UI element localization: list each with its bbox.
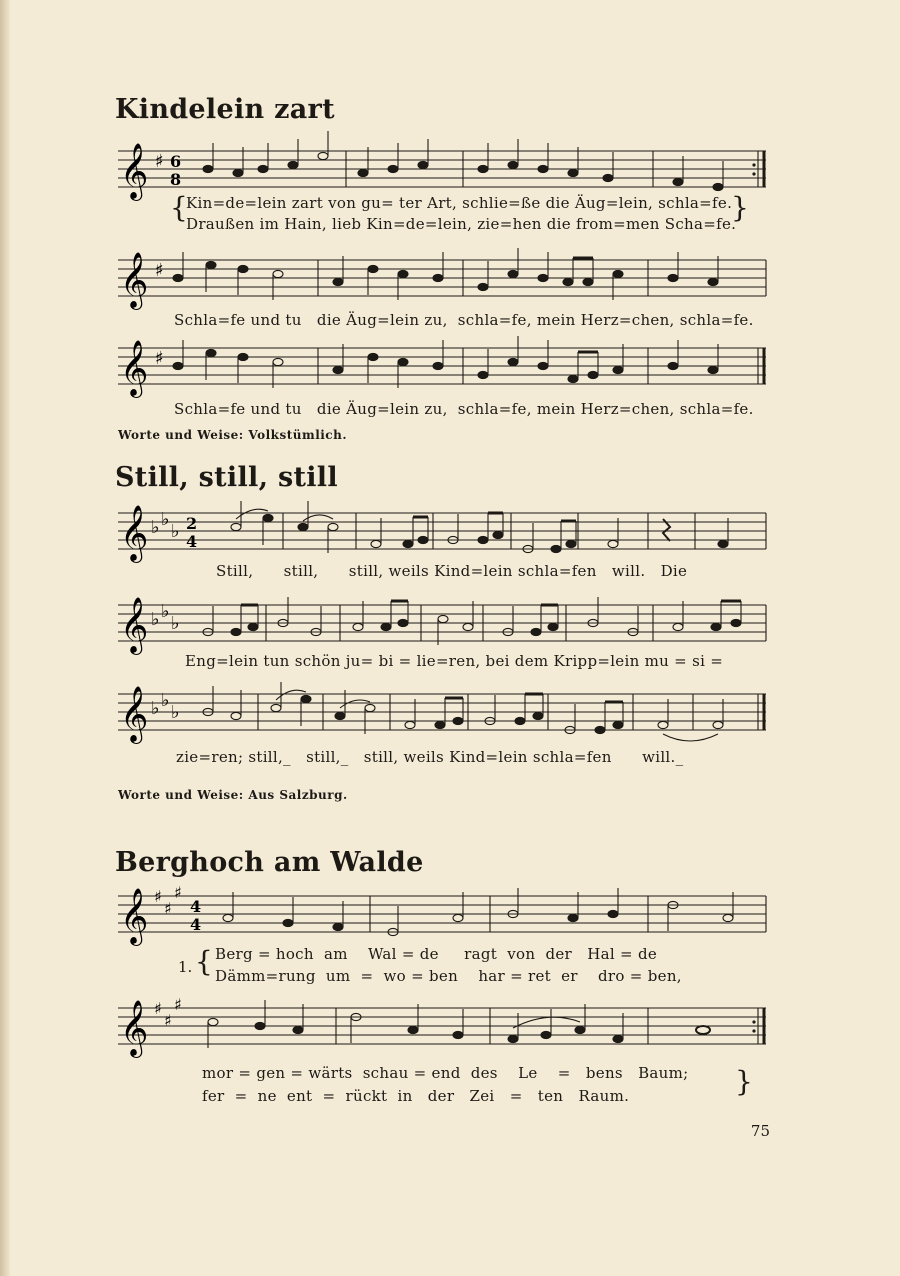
song-title-still-still-still: Still, still, still	[115, 462, 338, 493]
music-staff	[118, 252, 768, 312]
svg-text:𝄞: 𝄞	[120, 597, 149, 653]
verse-number: 1.	[178, 958, 193, 976]
lyrics-line: zie=ren; still,_ still,_ still, weils Kind=lein schla=fen will._	[176, 748, 684, 766]
lyrics-line: Eng=lein tun schön ju= bi = lie=ren, bei dem Kripp=lein mu = si =	[185, 652, 724, 670]
svg-text:♯: ♯	[174, 883, 182, 902]
music-staff	[118, 995, 768, 1060]
lyrics-line: Still, still, still, weils Kind=lein schla=fen will. Die	[216, 562, 688, 580]
lyrics-line: Schla=fe und tu die Äug=lein zu, schla=fe, mein Herz=chen, schla=fe.	[174, 400, 754, 418]
music-staff	[118, 340, 768, 400]
svg-text:2: 2	[186, 514, 198, 533]
svg-text:𝄞: 𝄞	[120, 1000, 149, 1056]
svg-text:♯: ♯	[155, 348, 164, 369]
svg-text:♭: ♭	[151, 698, 160, 719]
svg-text:♯: ♯	[174, 995, 182, 1014]
lyrics-line: Berg = hoch am Wal = de ragt von der Hal = de	[215, 945, 658, 963]
svg-text:♯: ♯	[164, 1011, 172, 1030]
svg-text:𝄞: 𝄞	[120, 143, 149, 199]
svg-text:♯: ♯	[154, 999, 162, 1018]
lyrics-line: Dämm=rung um = wo = ben har = ret er dro = ben,	[215, 967, 682, 985]
svg-text:4: 4	[186, 532, 198, 551]
lyrics-line: fer = ne ent = rückt in der Zei = ten Raum.	[202, 1087, 630, 1105]
svg-text:♯: ♯	[155, 151, 164, 172]
svg-text:♭: ♭	[171, 702, 180, 723]
music-staff	[118, 883, 768, 948]
svg-text:𝄞: 𝄞	[120, 888, 149, 944]
svg-text:♭: ♭	[171, 613, 180, 634]
svg-text:♭: ♭	[161, 601, 170, 622]
svg-text:♯: ♯	[164, 899, 172, 918]
svg-text:♭: ♭	[151, 609, 160, 630]
svg-text:♭: ♭	[161, 509, 170, 530]
svg-text:♯: ♯	[154, 887, 162, 906]
svg-text:6: 6	[170, 152, 182, 171]
verse-brace: {	[195, 945, 213, 978]
svg-text:♭: ♭	[171, 521, 180, 542]
page-edge-shadow	[0, 0, 10, 1276]
svg-text:𝄞: 𝄞	[120, 340, 149, 396]
svg-text:𝄞: 𝄞	[120, 686, 149, 742]
svg-text:4: 4	[190, 915, 202, 934]
verse-brace: }	[735, 1065, 753, 1098]
music-staff	[118, 597, 768, 657]
lyrics-line: Kin=de=lein zart von gu= ter Art, schlie=ße die Äug=lein, schla=fe.	[186, 194, 733, 212]
svg-text:𝄞: 𝄞	[120, 505, 149, 561]
song-credit: Worte und Weise: Aus Salzburg.	[118, 788, 348, 802]
lyrics-line: Schla=fe und tu die Äug=lein zu, schla=fe, mein Herz=chen, schla=fe.	[174, 311, 754, 329]
page-number: 75	[750, 1122, 770, 1140]
song-title-kindelein-zart: Kindelein zart	[115, 94, 335, 125]
lyrics-line: Draußen im Hain, lieb Kin=de=lein, zie=hen die from=men Scha=fe.	[186, 215, 737, 233]
svg-text:♯: ♯	[155, 260, 164, 281]
lyrics-line: mor = gen = wärts schau = end des Le = bens Baum;	[202, 1064, 689, 1082]
svg-text:𝄞: 𝄞	[120, 252, 149, 308]
song-credit: Worte und Weise: Volkstümlich.	[118, 428, 348, 442]
svg-text:4: 4	[190, 897, 202, 916]
svg-text:8: 8	[170, 170, 182, 189]
song-title-berghoch-am-walde: Berghoch am Walde	[115, 847, 424, 878]
svg-text:♭: ♭	[161, 690, 170, 711]
music-staff	[118, 686, 768, 756]
music-staff	[118, 505, 768, 565]
verse-brace: {	[170, 191, 188, 224]
svg-text:♭: ♭	[151, 517, 160, 538]
verse-brace: }	[731, 191, 749, 224]
